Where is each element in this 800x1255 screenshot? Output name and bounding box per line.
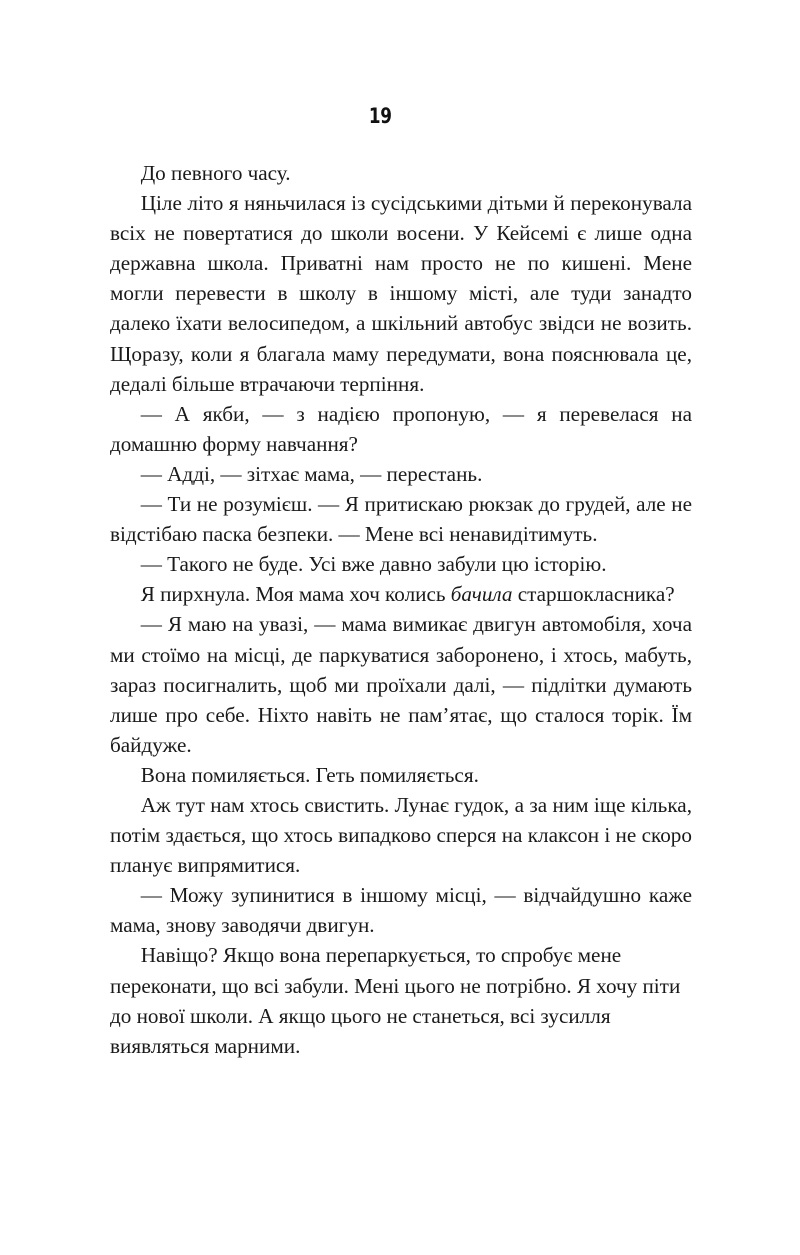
- paragraph-with-emphasis: [110, 579, 692, 609]
- paragraph-text-tail: старшокласника?: [512, 582, 675, 607]
- folio-container: [0, 104, 760, 128]
- paragraph-text-lead: Я пирхнула. Моя мама хоч колись: [140, 582, 451, 607]
- emphasized-word: бачила: [450, 582, 513, 607]
- dialogue-paragraph: — А якби, — з надією пропоную, — я перевелася на домашню форму навчання?: [110, 401, 692, 456]
- paragraph: Ціле літо я няньчилася із сусідськими дітьми й переконувала всіх не повертатися до школи восени. У Кейсемі є лише одна державна школа. Приватні нам просто не по кишені. Мене могли перевести в школу в іншому місті, але туди занадто далеко їхати велосипедом, а шкільний автобус звідси не возить. Щоразу, коли я благала маму передумати, вона пояснювала це, дедалі більше втрачаючи терпіння.: [110, 191, 692, 396]
- paragraph: Навіщо? Якщо вона перепаркується, то спробує мене переконати, що всі забули. Мені цього не потрібно. Я хочу піти до нової школи. А якщо цього не станеться, всі зусилля виявляться марними.: [110, 943, 681, 1058]
- dialogue-paragraph: — Адді, — зітхає мама, — перестань.: [140, 461, 483, 486]
- dialogue-paragraph: — Такого не буде. Усі вже давно забули цю історію.: [140, 552, 607, 577]
- page-number: 19: [368, 104, 392, 128]
- dialogue-paragraph: — Можу зупинитися в іншому місці, — відчайдушно каже мама, знову заводячи двигун.: [110, 883, 692, 938]
- paragraph: До певного часу.: [140, 161, 291, 185]
- paragraph: Аж тут нам хтось свистить. Лунає гудок, а за ним іще кілька, потім здається, що хтось випадково сперся на клаксон і не скоро планує випрямитися.: [110, 792, 692, 878]
- dialogue-paragraph: — Ти не розумієш. — Я притискаю рюкзак до грудей, але не відстібаю паска безпеки. — Мене всі ненавидітимуть.: [110, 492, 692, 547]
- body-text-block: [110, 158, 692, 1061]
- dialogue-paragraph: — Я маю на увазі, — мама вимикає двигун автомобіля, хоча ми стоїмо на місці, де паркуватися заборонено, і хтось, мабуть, зараз посигналить, щоб ми проїхали далі, — підлітки думають лише про себе. Ніхто навіть не пам’ятає, що сталося торік. Їм байдуже.: [110, 612, 692, 757]
- paragraph: Вона помиляється. Геть помиляється.: [140, 762, 479, 787]
